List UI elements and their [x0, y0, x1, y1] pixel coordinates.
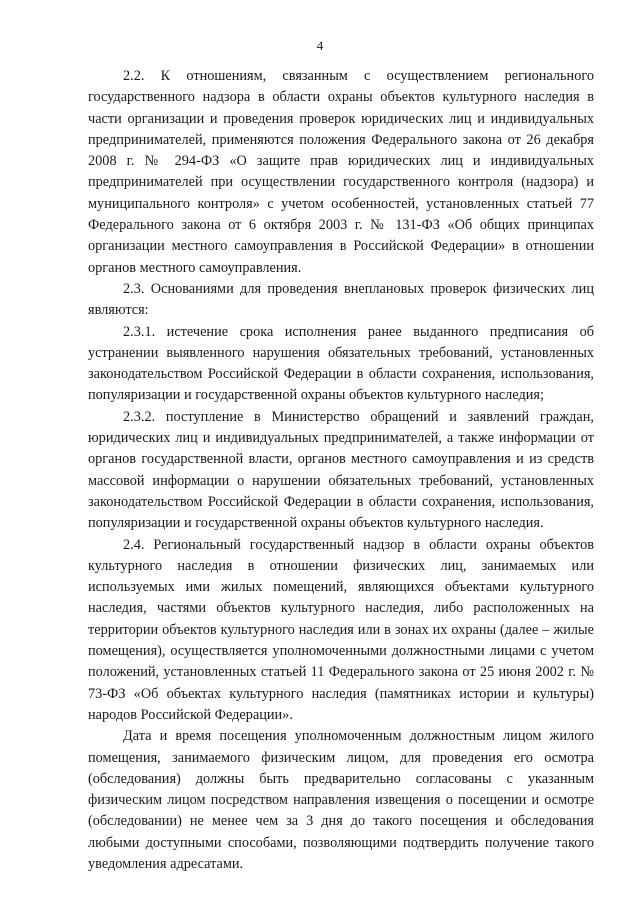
paragraph-2-3-2: 2.3.2. поступление в Министерство обращений и заявлений граждан, юридических лиц и индивидуальных предпринимателей, а также информации от органов государственной власти, органов местного самоуправления и из средств массовой информации о нарушении обязательных требований, установленных законодательством Российской Федерации в области сохранения, использования, популяризации и государственной охраны объектов культурного наследия.: [88, 408, 594, 532]
paragraph-2-2: 2.2. К отношениям, связанным с осуществлением регионального государственного надзора в области охраны объектов культурного наследия в части организации и проведения проверок юридических лиц и индивидуальных предпринимателей, применяются положения Федерального закона от 26 декабря 2008 г. № 294-ФЗ «О защите прав юридических лиц и индивидуальных предпринимателей при осуществлении государственного контроля (надзора) и муниципального контроля» с учетом особенностей, установленных статьей 77 Федерального закона от 6 октября 2003 г. № 131-ФЗ «Об общих принципах организации местного самоуправления в Российской Федерации» в отношении органов местного самоуправления.: [88, 68, 594, 276]
paragraph-visit-date: Дата и время посещения уполномоченным должностным лицом жилого помещения, занимаемого физическим лицом, для проведения его осмотра (обследования) должны быть предварительно согласованы с указанным физическим лицом посредством направления извещения о посещении и осмотре (обследовании) не менее чем за 3 дня до такого посещения и обследования любыми доступными способами, позволяющими подтвердить получение такого уведомления адресатами.: [88, 728, 594, 872]
page-number: 4: [316, 38, 324, 53]
paragraph-2-3: 2.3. Основаниями для проведения внеплановых проверок физических лиц являются:: [88, 280, 594, 319]
paragraph-2-4: 2.4. Региональный государственный надзор в области охраны объектов культурного наследия в отношении физических лиц, занимаемых или используемых ими жилых помещений, являющихся объектами культурного наследия, частями объектов культурного наследия, либо расположенных на территории объектов культурного наследия или в зонах их охраны (далее – жилые помещения), осуществляется уполномоченными должностными лицами с учетом положений, установленных статьей 11 Федерального закона от 25 июня 2002 г. № 73-ФЗ «Об объектах культурного наследия (памятниках истории и культуры) народов Российской Федерации».: [88, 536, 594, 723]
paragraph-2-3-1: 2.3.1. истечение срока исполнения ранее выданного предписания об устранении выявленного нарушения обязательных требований, установленных законодательством Российской Федерации в области сохранения, использования, популяризации и государственной охраны объектов культурного наследия;: [88, 323, 594, 404]
document-body: [88, 66, 594, 875]
